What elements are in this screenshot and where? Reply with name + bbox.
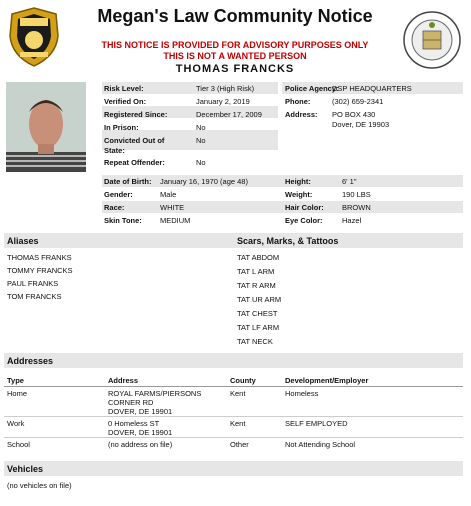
scar-item: TAT LF ARM xyxy=(237,323,280,332)
police-agency-value: DSP HEADQUARTERS xyxy=(332,84,412,93)
race-value: WHITE xyxy=(160,203,185,212)
convicted-out-of-state-value: No xyxy=(196,136,206,145)
height-label: Height: xyxy=(285,177,311,186)
address-line: DOVER, DE 19901 xyxy=(108,407,173,416)
agency-address-line2: Dover, DE 19903 xyxy=(332,120,390,129)
not-wanted-warning: THIS IS NOT A WANTED PERSON xyxy=(163,51,307,61)
race-label: Race: xyxy=(104,203,125,212)
scar-item: TAT ABDOM xyxy=(237,253,280,262)
column-header-employer: Development/Employer xyxy=(285,376,369,385)
gender-value: Male xyxy=(160,190,177,199)
skin-tone-value: MEDIUM xyxy=(160,216,191,225)
address-county: Other xyxy=(230,440,249,449)
address-employer: SELF EMPLOYED xyxy=(285,419,348,428)
eye-color-value: Hazel xyxy=(342,216,362,225)
scar-item: TAT L ARM xyxy=(237,267,275,276)
address-county: Kent xyxy=(230,419,246,428)
column-header-address: Address xyxy=(108,376,139,385)
phone-label: Phone: xyxy=(285,97,311,106)
verified-on-value: January 2, 2019 xyxy=(196,97,250,106)
address-line: CORNER RD xyxy=(108,398,154,407)
address-line: ROYAL FARMS/PIERSONS xyxy=(108,389,202,398)
repeat-offender-label: Repeat Offender: xyxy=(104,158,165,167)
notice-title: Megan's Law Community Notice xyxy=(97,6,373,26)
scars-heading: Scars, Marks, & Tattoos xyxy=(237,236,339,246)
convicted-out-of-state-label: Convicted Out of State: xyxy=(104,136,165,155)
scar-item: TAT NECK xyxy=(237,337,273,346)
registered-since-value: December 17, 2009 xyxy=(196,110,262,119)
skin-tone-label: Skin Tone: xyxy=(104,216,142,225)
agency-address-label: Address: xyxy=(285,110,318,119)
scar-item: TAT CHEST xyxy=(237,309,278,318)
weight-label: Weight: xyxy=(285,190,313,199)
column-header-type: Type xyxy=(7,376,24,385)
delaware-police-badge-icon xyxy=(6,6,62,68)
eye-color-label: Eye Color: xyxy=(285,216,323,225)
weight-value: 190 LBS xyxy=(342,190,371,199)
dob-value: January 16, 1970 (age 48) xyxy=(160,177,248,186)
address-type: Home xyxy=(7,389,28,398)
address-type: Work xyxy=(7,419,25,428)
alias-item: TOMMY FRANCKS xyxy=(7,266,73,275)
address-employer: Not Attending School xyxy=(285,440,356,449)
risk-level-label: Risk Level: xyxy=(104,84,144,93)
scar-item: TAT R ARM xyxy=(237,281,276,290)
police-agency-label: Police Agency: xyxy=(285,84,339,93)
in-prison-label: In Prison: xyxy=(104,123,139,132)
offender-name: THOMAS FRANCKS xyxy=(175,63,295,75)
address-county: Kent xyxy=(230,389,246,398)
verified-on-label: Verified On: xyxy=(104,97,147,106)
risk-level-value: Tier 3 (High Risk) xyxy=(196,84,255,93)
address-line: DOVER, DE 19901 xyxy=(108,428,173,437)
addresses-heading: Addresses xyxy=(7,356,54,366)
alias-item: PAUL FRANKS xyxy=(7,279,59,288)
hair-color-label: Hair Color: xyxy=(285,203,324,212)
hair-color-value: BROWN xyxy=(342,203,371,212)
alias-item: TOM FRANCKS xyxy=(7,292,62,301)
address-line: (no address on file) xyxy=(108,440,173,449)
phone-value: (302) 659-2341 xyxy=(332,97,384,106)
scar-item: TAT UR ARM xyxy=(237,295,282,304)
alias-item: THOMAS FRANKS xyxy=(7,253,72,262)
agency-address-line1: PO BOX 430 xyxy=(332,110,376,119)
vehicles-value: (no vehicles on file) xyxy=(7,481,72,490)
address-employer: Homeless xyxy=(285,389,319,398)
registered-since-label: Registered Since: xyxy=(104,110,168,119)
gender-label: Gender: xyxy=(104,190,133,199)
address-type: School xyxy=(7,440,30,449)
in-prison-value: No xyxy=(196,123,206,132)
offender-photo xyxy=(6,82,86,172)
address-line: 0 Homeless ST xyxy=(108,419,160,428)
advisory-warning: THIS NOTICE IS PROVIDED FOR ADVISORY PURPOSES ONLY xyxy=(101,40,369,50)
height-value: 6' 1" xyxy=(342,177,357,186)
vehicles-heading: Vehicles xyxy=(7,464,44,474)
dob-label: Date of Birth: xyxy=(104,177,152,186)
column-header-county: County xyxy=(230,376,256,385)
aliases-heading: Aliases xyxy=(7,236,39,246)
repeat-offender-value: No xyxy=(196,158,206,167)
delaware-state-seal-icon xyxy=(402,10,462,70)
